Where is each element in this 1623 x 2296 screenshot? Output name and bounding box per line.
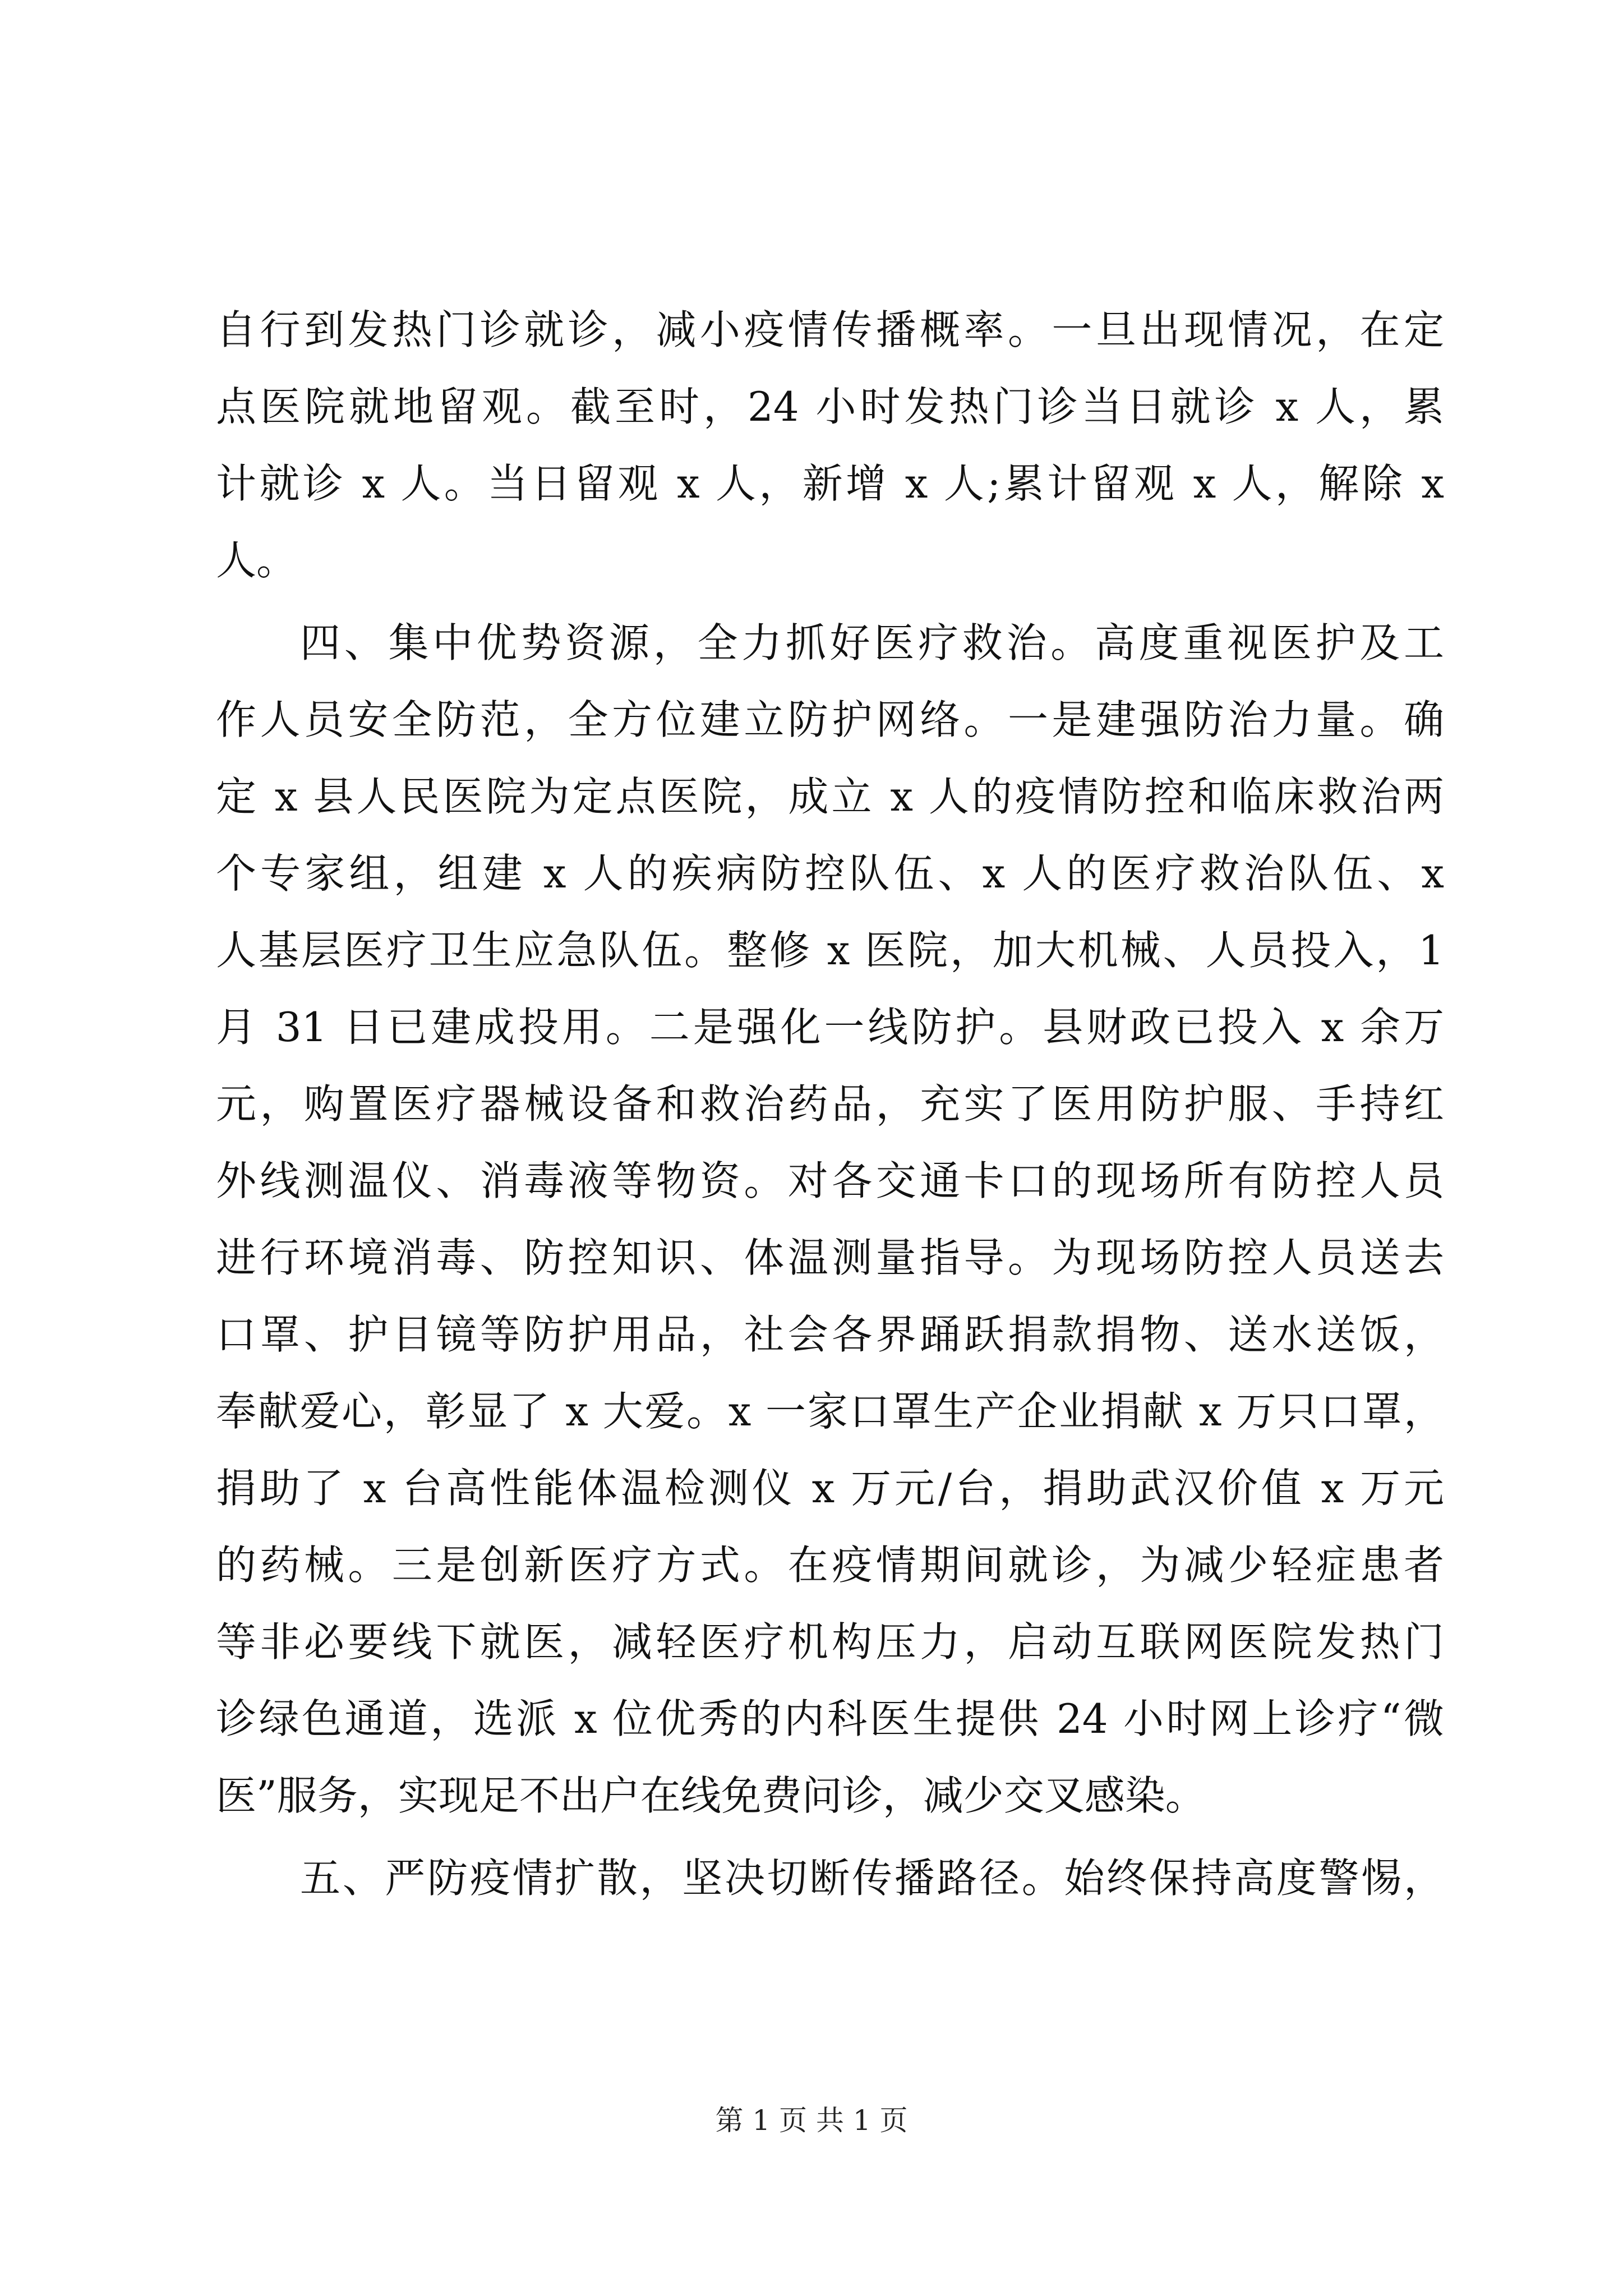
- paragraph-line: 的药械。三是创新医疗方式。在疫情期间就诊，为减少轻症患者: [216, 1542, 1444, 1589]
- paragraph-line: 等非必要线下就医，减轻医疗机构压力，启动互联网医院发热门: [216, 1618, 1444, 1665]
- paragraph-gap: [216, 599, 1444, 605]
- paragraph-line: 月 31 日已建成投用。二是强化一线防护。县财政已投入 x 余万: [216, 1004, 1444, 1051]
- paragraph-line: 元，购置医疗器械设备和救治药品，充实了医用防护服、手持红: [216, 1080, 1444, 1128]
- paragraph-line: 定 x 县人民医院为定点医院，成立 x 人的疫情防控和临床救治两: [216, 773, 1444, 820]
- paragraph-line: 诊绿色通道，选派 x 位优秀的内科医生提供 24 小时网上诊疗“微: [216, 1695, 1444, 1742]
- paragraph-line: 人基层医疗卫生应急队伍。整修 x 医院，加大机械、人员投入，1: [216, 927, 1444, 974]
- paragraph-line: 四、集中优势资源，全力抓好医疗救治。高度重视医护及工: [300, 619, 1444, 666]
- paragraph-line: 个专家组，组建 x 人的疾病防控队伍、x 人的医疗救治队伍、x: [216, 850, 1444, 897]
- paragraph-line: 五、严防疫情扩散，坚决切断传播路径。始终保持高度警惕，: [300, 1855, 1444, 1902]
- paragraph-gap: [216, 1834, 1444, 1840]
- paragraph-line: 外线测温仪、消毒液等物资。对各交通卡口的现场所有防控人员: [216, 1157, 1444, 1204]
- paragraph-line: 作人员安全防范，全方位建立防护网络。一是建强防治力量。确: [216, 696, 1444, 743]
- paragraph-line: 点医院就地留观。截至时，24 小时发热门诊当日就诊 x 人，累: [216, 383, 1444, 430]
- paragraph-line: 进行环境消毒、防控知识、体温测量指导。为现场防控人员送去: [216, 1234, 1444, 1281]
- paragraph-line: 自行到发热门诊就诊，减小疫情传播概率。一旦出现情况，在定: [216, 306, 1444, 353]
- paragraph-line: 医”服务，实现足不出户在线免费问诊，减少交叉感染。: [216, 1772, 1206, 1819]
- paragraph-line: 捐助了 x 台高性能体温检测仪 x 万元/台，捐助武汉价值 x 万元: [216, 1465, 1444, 1512]
- page-footer: 第 1 页 共 1 页: [715, 2104, 908, 2137]
- document-body: [216, 292, 1444, 1917]
- paragraph-line: 奉献爱心，彰显了 x 大爱。x 一家口罩生产企业捐献 x 万只口罩，: [216, 1388, 1444, 1435]
- paragraph-line: 计就诊 x 人。当日留观 x 人，新增 x 人;累计留观 x 人，解除 x: [216, 460, 1444, 507]
- paragraph-line: 口罩、护目镜等防护用品，社会各界踊跃捐款捐物、送水送饭，: [216, 1311, 1444, 1358]
- paragraph-line: 人。: [216, 537, 297, 584]
